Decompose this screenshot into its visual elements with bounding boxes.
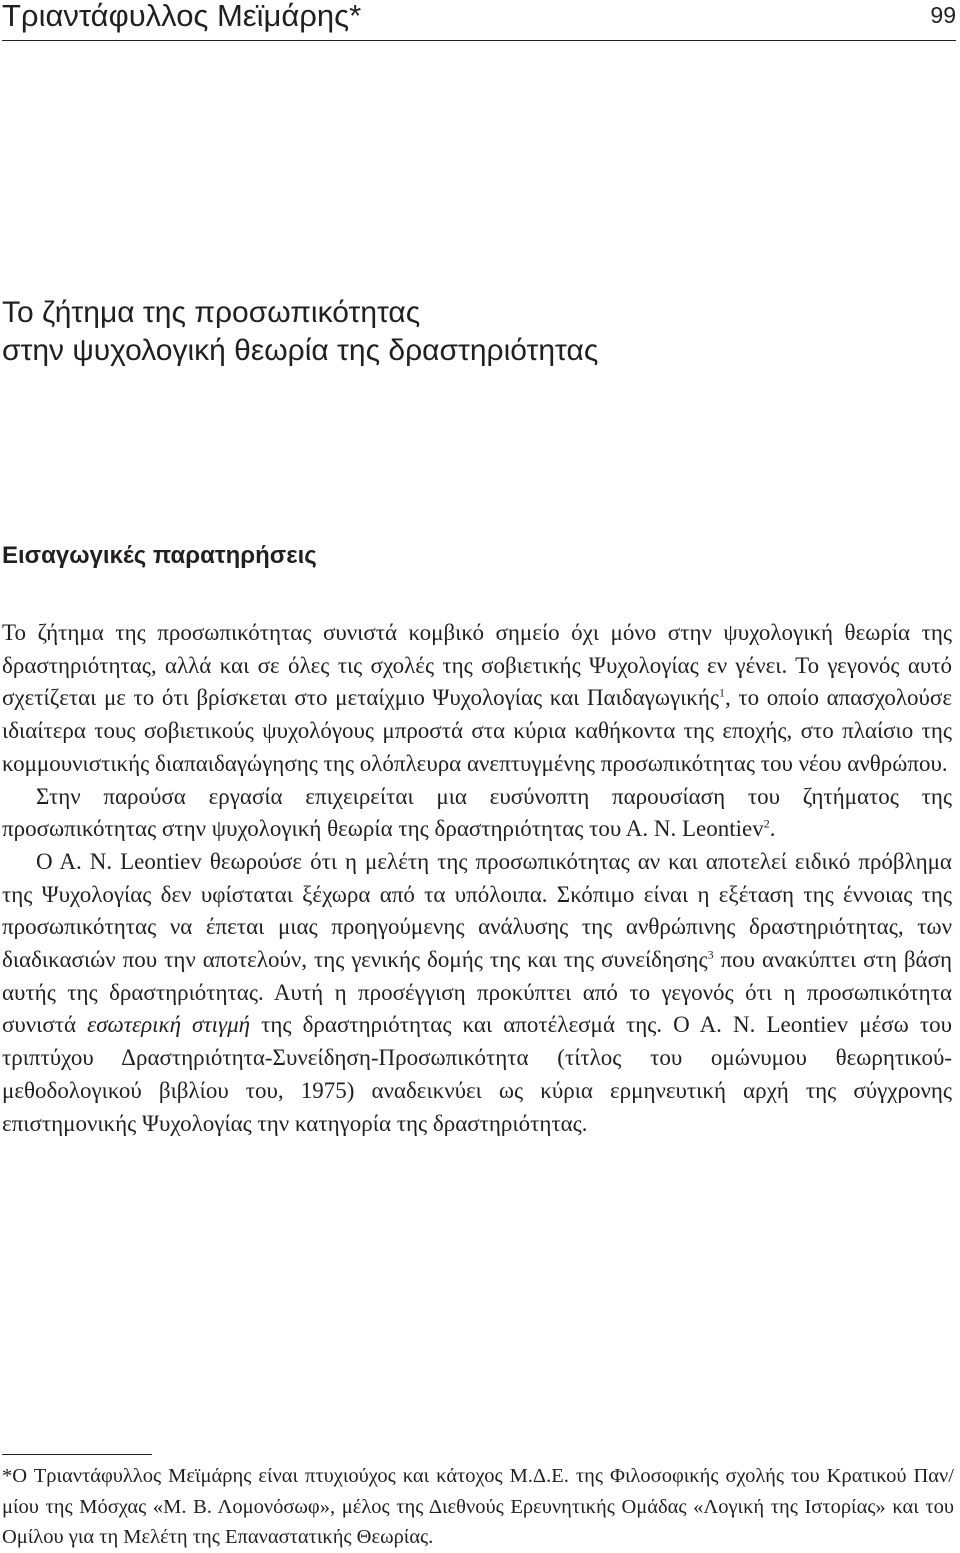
author-footnote: *Ο Τριαντάφυλλος Μεϊμάρης είναι πτυχιούχος και κάτοχος Μ.Δ.Ε. της Φιλοσοφικής σχολής του Κρατικού Παν/μίου της Μόσχας «Μ. Β. Λομονόσωφ», μέλος της Διεθνούς Ερευνητικής Ομάδας «Λογική της Ιστορίας» και του Ομίλου για τη Μελέτη της Επαναστατικής Θεωρίας.: [2, 1465, 954, 1548]
article-title: [2, 294, 952, 370]
paragraph-3: [2, 846, 952, 1140]
paragraph-1-text-b: , το οποίο απασχολούσε ιδιαίτερα τους σοβιετικούς ψυχολόγους μπροστά στα κύρια καθήκοντα της εποχής, στο πλαίσιο της κομμουνιστικής διαπαιδαγώγησης της ολόπλευρα ανεπτυγμένης προσωπικότητας του νέου ανθρώπου.: [2, 685, 952, 776]
footnote-ref-3: 3: [707, 947, 714, 962]
paragraph-3-text-c: της δραστηριότητας και αποτέλεσμά της. Ο Α. Ν. Leontiev μέσω του τριπτύχου Δραστηριότητα-Συνείδηση-Προσωπικότητα (τίτλος του ομώνυμου θεωρητικού-μεθοδολογικού βιβλίου του, 1975) αναδεικνύει ως κύρια ερμηνευτική αρχή της σύγχρονης επιστημονικής Ψυχολογίας την κατηγορία της δραστηριότητας.: [2, 1012, 953, 1136]
paragraph-1: [2, 617, 952, 781]
header-author: Τριαντάφυλλος Μεϊμάρης*: [2, 0, 362, 33]
article-title-line-1: Το ζήτημα της προσωπικότητας: [2, 296, 421, 329]
running-header: [2, 0, 956, 41]
paragraph-3-emphasis: εσωτερική στιγμή: [87, 1012, 251, 1038]
body-text: [2, 617, 952, 1140]
footnote-divider: [2, 1454, 152, 1455]
paragraph-2-text-b: .: [769, 816, 776, 842]
footnote-ref-1: 1: [719, 685, 726, 700]
paragraph-2-text-a: Στην παρούσα εργασία επιχειρείται μια ευσύνοπτη παρουσίαση του ζητήματος της προσωπικότητας στην ψυχολογική θεωρία της δραστηριότητας του Α. Ν. Leontiev: [2, 783, 952, 842]
paragraph-1-text-a: Το ζήτημα της προσωπικότητας συνιστά κομβικό σημείο όχι μόνο στην ψυχολογική θεωρία της δραστηριότητας, αλλά και σε όλες τις σχολές της σοβιετικής Ψυχολογίας εν γένει. Το γεγονός αυτό σχετίζεται με το ότι βρίσκεται στο μεταίχμιο Ψυχολογίας και Παιδαγωγικής: [2, 620, 952, 711]
paragraph-2: [2, 781, 952, 846]
paragraph-3-text-b: που ανακύπτει στη βάση αυτής της δραστηριότητας. Αυτή η προσέγγιση προκύπτει από το γεγονός ότι η προσωπικότητα συνιστά: [2, 947, 953, 1038]
footnote-ref-2: 2: [763, 816, 770, 831]
page-number: 99: [930, 2, 956, 28]
section-heading: Εισαγωγικές παρατηρήσεις: [2, 542, 317, 569]
paragraph-3-text-a: Ο Α. Ν. Leontiev θεωρούσε ότι η μελέτη της προσωπικότητας αν και αποτελεί ειδικό πρόβλημα της Ψυχολογίας δεν υφίσταται ξέχωρα από τα υπόλοιπα. Σκόπιμο είναι η εξέταση της έννοιας της προσωπικότητας να έπεται μιας προηγούμενης ανάλυσης της ανθρώπινης δραστηριότητας, των διαδικασιών που την αποτελούν, της γενικής δομής της και της συνείδησης: [2, 848, 952, 973]
article-title-line-2: στην ψυχολογική θεωρία της δραστηριότητας: [2, 334, 599, 367]
